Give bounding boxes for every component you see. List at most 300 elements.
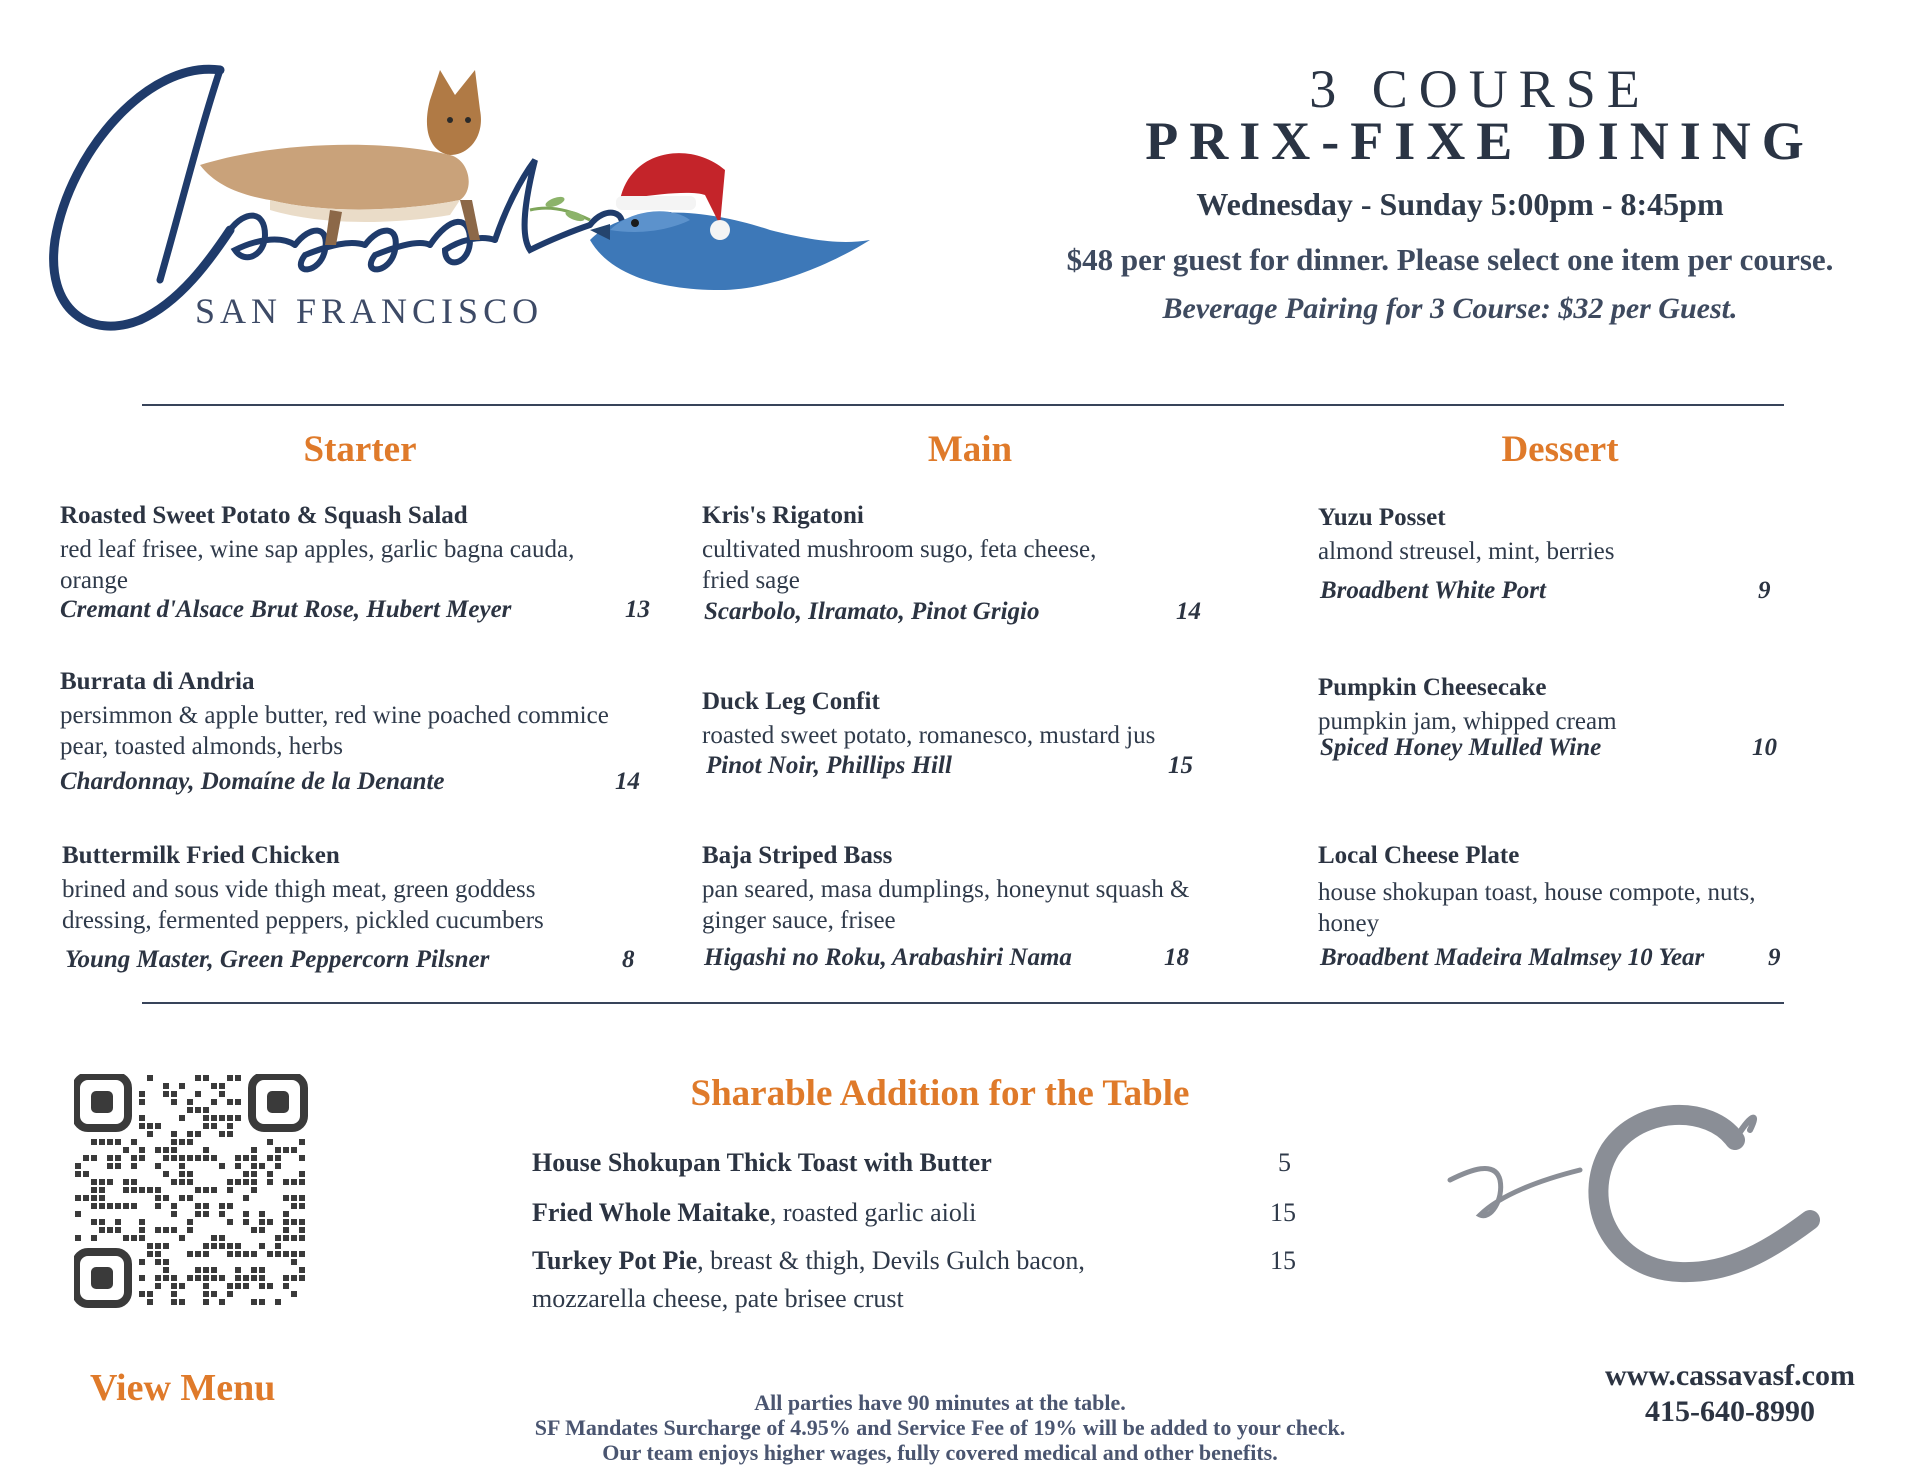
qr-module [203,1123,209,1129]
qr-module [251,1155,257,1161]
qr-module [259,1211,265,1217]
qr-module [107,1179,113,1185]
qr-module [259,1275,265,1281]
qr-module [211,1267,217,1273]
dessert-item-pairing: Spiced Honey Mulled Wine [1320,734,1602,761]
qr-module [171,1179,177,1185]
price-line: $48 per guest for dinner. Please select one item per course. [1066,242,1834,277]
qr-module [203,1203,209,1209]
qr-module [227,1179,233,1185]
qr-module [227,1187,233,1193]
qr-module [171,1227,177,1233]
qr-module [187,1107,193,1113]
qr-module [259,1283,265,1289]
qr-module [139,1115,145,1121]
qr-module [187,1131,193,1137]
dessert-item-price: 10 [1752,734,1777,761]
qr-module [139,1147,145,1153]
qr-module [251,1179,257,1185]
qr-module [107,1163,113,1169]
starter-item-price: 14 [615,768,640,795]
qr-module [171,1099,177,1105]
qr-module [219,1235,225,1241]
qr-module [243,1211,249,1217]
qr-module [235,1155,241,1161]
qr-module [179,1139,185,1145]
qr-module [283,1227,289,1233]
qr-module [115,1155,121,1161]
qr-module [99,1139,105,1145]
qr-module [187,1139,193,1145]
qr-module [179,1283,185,1289]
qr-module [235,1251,241,1257]
qr-module [227,1243,233,1249]
policy-note [420,1390,1460,1465]
qr-module [251,1299,257,1305]
qr-module [299,1251,305,1257]
qr-module [187,1171,193,1177]
contact-block [1530,1358,1920,1430]
qr-module [163,1091,169,1097]
qr-module [243,1179,249,1185]
qr-module [187,1275,193,1281]
qr-module [83,1155,89,1161]
qr-module [171,1291,177,1297]
qr-module [131,1187,137,1193]
main-item-desc: pan seared, masa dumplings, honeynut squash & [702,876,1190,903]
qr-module [235,1275,241,1281]
dessert-item-pairing: Broadbent White Port [1320,577,1546,604]
policy-line: Our team enjoys higher wages, fully covered medical and other benefits. [602,1440,1278,1465]
sharable-item-desc: , breast & thigh, Devils Gulch bacon, [697,1246,1085,1275]
qr-module [211,1187,217,1193]
qr-module [147,1299,153,1305]
qr-module [243,1275,249,1281]
qr-module [171,1275,177,1281]
qr-module [211,1123,217,1129]
sharable-item-desc: , roasted garlic aioli [769,1198,977,1227]
dessert-item-pairing: Broadbent Madeira Malmsey 10 Year [1320,944,1705,971]
dessert-item-desc: honey [1318,910,1380,937]
qr-module [243,1155,249,1161]
qr-module [251,1227,257,1233]
qr-module [195,1075,201,1081]
qr-module [139,1259,145,1265]
qr-module [187,1099,193,1105]
qr-module [179,1195,185,1201]
starter-item-pairing: Young Master, Green Peppercorn Pilsner [65,946,490,973]
qr-module [259,1243,265,1249]
qr-module [179,1083,185,1089]
qr-module [163,1243,169,1249]
qr-module [139,1187,145,1193]
qr-module [155,1243,161,1249]
qr-module [291,1179,297,1185]
qr-module [131,1163,137,1169]
qr-module [179,1115,185,1121]
main-item-price: 18 [1164,944,1189,971]
qr-module [291,1275,297,1281]
dessert-item-price: 9 [1758,577,1771,604]
divider-top [142,404,1784,406]
qr-module [259,1219,265,1225]
qr-module [107,1203,113,1209]
qr-module [99,1179,105,1185]
view-menu-link[interactable]: View Menu [90,1367,276,1409]
qr-module [299,1171,305,1177]
qr-module [275,1155,281,1161]
sharable-heading: Sharable Addition for the Table [690,1073,1190,1114]
qr-module [243,1171,249,1177]
qr-module [283,1283,289,1289]
qr-module [155,1187,161,1193]
qr-module [283,1211,289,1217]
qr-module [171,1155,177,1161]
qr-module [299,1219,305,1225]
qr-module [243,1251,249,1257]
qr-module [91,1139,97,1145]
qr-module [299,1195,305,1201]
qr-module [115,1163,121,1169]
qr-module [179,1179,185,1185]
qr-module [219,1083,225,1089]
qr-module [163,1155,169,1161]
qr-module [251,1171,257,1177]
starter-item-price: 8 [622,946,635,973]
qr-module [91,1155,97,1161]
qr-module [163,1083,169,1089]
qr-module [99,1203,105,1209]
qr-module [299,1275,305,1281]
qr-module [291,1219,297,1225]
qr-module [91,1195,97,1201]
qr-module [75,1211,81,1217]
qr-module [139,1227,145,1233]
qr-module [131,1203,137,1209]
qr-module [179,1163,185,1169]
qr-module [131,1179,137,1185]
qr-module [195,1091,201,1097]
qr-module [291,1235,297,1241]
qr-module [203,1115,209,1121]
qr-module [155,1259,161,1265]
qr-module [131,1139,137,1145]
starter-item-pairing: Chardonnay, Domaíne de la Denante [60,768,445,795]
qr-module [219,1203,225,1209]
qr-module [123,1147,129,1153]
qr-module [91,1179,97,1185]
qr-module [123,1203,129,1209]
qr-module [139,1155,145,1161]
qr-module [203,1211,209,1217]
qr-module [171,1091,177,1097]
sharable-item-name: Turkey Pot Pie [532,1246,698,1275]
qr-module [211,1235,217,1241]
qr-module [203,1147,209,1153]
qr-module [155,1203,161,1209]
qr-module [163,1267,169,1273]
qr-module [211,1115,217,1121]
qr-module [291,1251,297,1257]
qr-finder-center [267,1091,289,1113]
cassava-monogram-logo [1440,1100,1820,1290]
qr-module [291,1195,297,1201]
starter-heading: Starter [303,429,417,470]
qr-module [275,1147,281,1153]
qr-module [179,1155,185,1161]
qr-module [195,1107,201,1113]
starter-item-name: Roasted Sweet Potato & Squash Salad [60,502,468,529]
main-item-name: Kris's Rigatoni [702,502,864,529]
qr-module [275,1251,281,1257]
main-item-pairing: Pinot Noir, Phillips Hill [706,752,952,779]
qr-module [203,1291,209,1297]
qr-module [75,1171,81,1177]
main-item-price: 14 [1176,598,1201,625]
dessert-item-desc: pumpkin jam, whipped cream [1318,708,1617,735]
qr-module [203,1155,209,1161]
dessert-item-desc: almond streusel, mint, berries [1318,538,1615,565]
starter-item-desc: brined and sous vide thigh meat, green goddess [62,876,536,903]
qr-module [203,1275,209,1281]
qr-module [267,1139,273,1145]
qr-module [235,1267,241,1273]
qr-module [227,1291,233,1297]
qr-module [267,1171,273,1177]
main-item-name: Duck Leg Confit [702,688,880,715]
starter-item-desc: pear, toasted almonds, herbs [60,733,343,760]
qr-module [187,1179,193,1185]
qr-module [155,1195,161,1201]
qr-module [227,1219,233,1225]
phone-number[interactable]: 415-640-8990 [1645,1395,1815,1428]
qr-module [203,1283,209,1289]
qr-module [83,1171,89,1177]
qr-module [163,1275,169,1281]
qr-module [187,1219,193,1225]
qr-module [211,1099,217,1105]
qr-module [203,1251,209,1257]
qr-module [251,1163,257,1169]
qr-module [163,1147,169,1153]
qr-module [299,1179,305,1185]
qr-module [219,1163,225,1169]
qr-module [195,1267,201,1273]
dessert-item-desc: house shokupan toast, house compote, nuts, [1318,879,1756,906]
page-title-line2: PRIX-FIXE DINING [1145,111,1815,171]
qr-module [203,1187,209,1193]
hours: Wednesday - Sunday 5:00pm - 8:45pm [1196,186,1724,222]
qr-module [235,1099,241,1105]
sharable-item-price: 5 [1278,1148,1291,1177]
qr-module [83,1195,89,1201]
divider-bottom [142,1002,1784,1004]
qr-module [115,1227,121,1233]
qr-module [243,1195,249,1201]
main-item-pairing: Scarbolo, Ilramato, Pinot Grigio [704,598,1040,625]
qr-finder-center [91,1091,113,1113]
qr-module [179,1235,185,1241]
qr-module [147,1251,153,1257]
qr-module [275,1243,281,1249]
qr-module [203,1107,209,1113]
sharable-item-price: 15 [1270,1198,1296,1227]
qr-module [267,1179,273,1185]
qr-module [211,1243,217,1249]
qr-module [163,1171,169,1177]
qr-module [299,1235,305,1241]
qr-module [91,1203,97,1209]
qr-module [275,1163,281,1169]
sharable-item-desc-cont: mozzarella cheese, pate brisee crust [532,1284,904,1313]
dessert-item-price: 9 [1768,944,1781,971]
qr-module [219,1299,225,1305]
qr-module [75,1195,81,1201]
qr-module [203,1267,209,1273]
qr-module [291,1203,297,1209]
qr-module [211,1291,217,1297]
qr-module [251,1187,257,1193]
qr-module [171,1211,177,1217]
starter-item-desc: dressing, fermented peppers, pickled cucumbers [62,907,544,934]
qr-module [139,1275,145,1281]
qr-module [147,1243,153,1249]
qr-module [283,1147,289,1153]
qr-module [163,1227,169,1233]
qr-module [251,1267,257,1273]
qr-module [267,1251,273,1257]
qr-module [163,1259,169,1265]
qr-module [283,1251,289,1257]
qr-module [283,1235,289,1241]
qr-module [299,1227,305,1233]
qr-code[interactable] [74,1074,314,1314]
qr-module [211,1275,217,1281]
dessert-heading: Dessert [1501,429,1619,470]
dessert-item-name: Yuzu Posset [1318,504,1446,531]
main-item-desc: fried sage [702,567,800,594]
qr-module [195,1155,201,1161]
qr-module [91,1187,97,1193]
qr-module [243,1219,249,1225]
qr-module [267,1155,273,1161]
qr-module [219,1275,225,1281]
qr-module [91,1219,97,1225]
qr-module [227,1251,233,1257]
main-item-price: 15 [1168,752,1193,779]
sharable-item [532,1246,1085,1276]
qr-module [99,1219,105,1225]
qr-module [211,1083,217,1089]
qr-module [235,1283,241,1289]
pairing-line: Beverage Pairing for 3 Course: $32 per Guest. [1162,292,1738,325]
qr-module [283,1275,289,1281]
qr-module [235,1075,241,1081]
qr-module [211,1155,217,1161]
qr-module [283,1219,289,1225]
qr-module [115,1219,121,1225]
qr-module [275,1299,281,1305]
qr-module [203,1075,209,1081]
qr-module [147,1131,153,1137]
qr-module [283,1195,289,1201]
qr-module [179,1299,185,1305]
qr-module [99,1187,105,1193]
qr-module [251,1147,257,1153]
qr-module [275,1235,281,1241]
qr-module [147,1075,153,1081]
qr-module [107,1227,113,1233]
qr-module [195,1211,201,1217]
qr-module [179,1171,185,1177]
main-item-name: Baja Striped Bass [702,842,893,869]
qr-module [139,1091,145,1097]
qr-module [299,1139,305,1145]
page-title-line1: 3 COURSE [1309,59,1651,119]
qr-module [267,1283,273,1289]
qr-module [171,1299,177,1305]
starter-item-desc: persimmon & apple butter, red wine poached commice [60,702,609,729]
qr-module [107,1139,113,1145]
qr-module [99,1195,105,1201]
qr-module [155,1283,161,1289]
qr-module [195,1203,201,1209]
qr-module [227,1123,233,1129]
qr-module [147,1291,153,1297]
qr-module [187,1195,193,1201]
dessert-item-name: Pumpkin Cheesecake [1318,674,1547,701]
policy-line: SF Mandates Surcharge of 4.95% and Service Fee of 19% will be added to your check. [534,1415,1346,1440]
qr-module [267,1219,273,1225]
qr-module [227,1203,233,1209]
qr-module [171,1131,177,1137]
qr-module [291,1259,297,1265]
qr-module [163,1195,169,1201]
qr-module [227,1131,233,1137]
qr-module [155,1163,161,1169]
qr-module [235,1163,241,1169]
qr-module [259,1299,265,1305]
policy-line: All parties have 90 minutes at the table. [754,1390,1126,1415]
website-link[interactable]: www.cassavasf.com [1605,1359,1855,1392]
qr-module [219,1211,225,1217]
qr-module [219,1131,225,1137]
qr-module [243,1283,249,1289]
sharable-item-price: 15 [1270,1246,1296,1275]
qr-module [227,1075,233,1081]
qr-module [187,1227,193,1233]
qr-module [107,1155,113,1161]
qr-finder-center [91,1267,113,1289]
qr-module [139,1099,145,1105]
sharable-item [532,1148,992,1178]
bird-illustration [530,153,870,290]
qr-module [283,1179,289,1185]
sharable-item-name: House Shokupan Thick Toast with Butter [532,1148,992,1177]
qr-module [299,1267,305,1273]
qr-module [99,1227,105,1233]
starter-item-desc: orange [60,567,129,594]
qr-module [299,1203,305,1209]
qr-module [155,1123,161,1129]
sharable-item-name: Fried Whole Maitake [532,1198,770,1227]
qr-module [131,1155,137,1161]
starter-item-price: 13 [625,596,650,623]
qr-module [115,1139,121,1145]
qr-module [227,1115,233,1121]
qr-module [139,1219,145,1225]
qr-module [155,1251,161,1257]
